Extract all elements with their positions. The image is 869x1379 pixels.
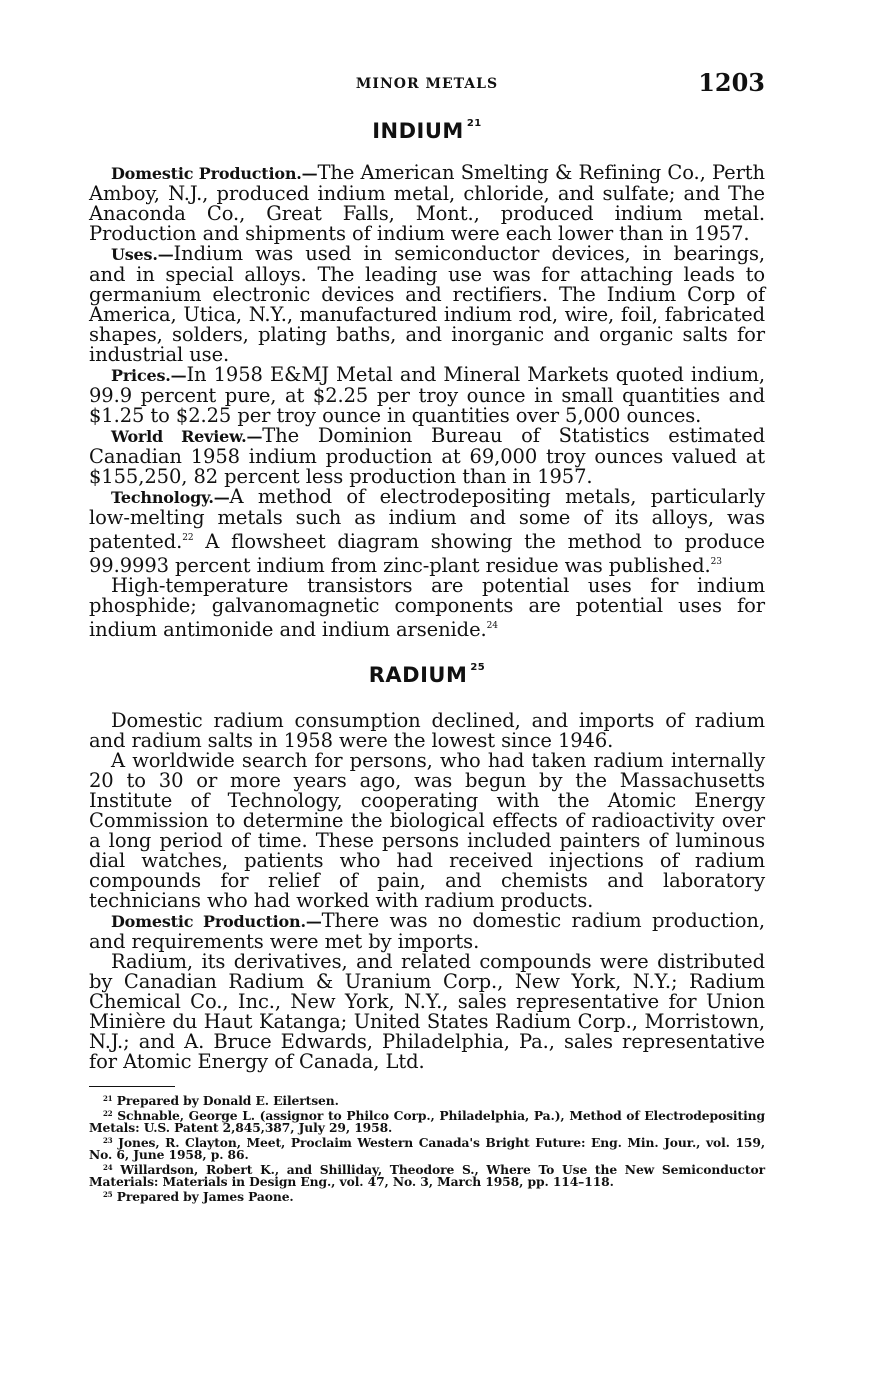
para-text: The Dominion Bureau of Statistics estimated Canadian 1958 indium production at 69,000 troy ounces valued at $155,250, 82 percent less production than in 1957. (89, 424, 765, 488)
radium-domestic-production (89, 911, 765, 952)
footnote (89, 1108, 765, 1135)
footnote (89, 1093, 765, 1108)
radium-title-text: RADIUM (368, 663, 468, 687)
indium-transistors (89, 576, 765, 640)
running-head: MINOR METALS (355, 76, 499, 92)
para-text: In 1958 E&MJ Metal and Mineral Markets quoted indium, 99.9 percent pure, at $2.25 per troy ounce in small quantities and $1.25 to $2.25 per troy ounce in quantities over 5,000 ounces. (89, 363, 765, 427)
footnote (89, 1162, 765, 1189)
footnote-number: 24 (103, 1162, 113, 1172)
indium-technology (89, 487, 765, 576)
footnote-ref: 24 (486, 621, 498, 631)
para-lead: Technology.— (111, 488, 230, 507)
page-header (89, 62, 765, 102)
indium-uses (89, 244, 765, 365)
para-lead: Uses.— (111, 245, 174, 264)
para-lead: Domestic Production.— (111, 912, 322, 931)
footnote-ref: 22 (182, 533, 194, 543)
para-lead: Prices.— (111, 366, 187, 385)
footnote (89, 1189, 765, 1204)
indium-title (89, 118, 765, 143)
para-text: A method of electrodepositing metals, particularly low-melting metals such as indium and some of its alloys, was patented. (89, 485, 765, 553)
footnote-number: 25 (103, 1189, 113, 1199)
para-text: Radium, its derivatives, and related compounds were distributed by Canadian Radium & Uranium Corp., New York, N.Y.; Radium Chemical Co., Inc., New York, N.Y., sales representative for Union Minière du Haut Katanga; United States Radium Corp., Morristown, N.J.; and A. Bruce Edwards, Philadelphia, Pa., sales representative for Atomic Energy of Canada, Ltd. (89, 950, 765, 1073)
radium-title-ref: 25 (470, 662, 486, 673)
footnote-ref: 23 (710, 557, 722, 567)
indium-title-ref: 21 (466, 118, 482, 129)
footnote-text: Prepared by James Paone. (116, 1188, 294, 1204)
para-lead: Domestic Production.— (111, 164, 318, 183)
para-text: Indium was used in semiconductor devices, in bearings, and in special alloys. The leading use was for attaching leads to germanium electronic devices and rectifiers. The Indium Corp of America, Utica, N.Y., manufactured indium rod, wire, foil, fabricated shapes, solders, plating baths, and inorganic and organic salts for industrial use. (89, 242, 765, 366)
indium-prices (89, 365, 765, 426)
radium-worldwide-search (89, 751, 765, 911)
footnote-text: Schnable, George L. (assignor to Philco Corp., Philadelphia, Pa.), Method of Electrodepositing Metals: U.S. Patent 2,845,387, July 29, 1958. (89, 1107, 765, 1135)
radium-title (89, 662, 765, 687)
footnote-number: 21 (103, 1094, 113, 1103)
indium-domestic-production (89, 163, 765, 244)
indium-title-text: INDIUM (372, 119, 464, 143)
para-text: A flowsheet diagram showing the method to produce 99.9993 percent indium from zinc-plant residue was published. (89, 530, 765, 577)
indium-world-review (89, 426, 765, 487)
para-text: High-temperature transistors are potential uses for indium phosphide; galvanomagnetic components are potential uses for indium antimonide and indium arsenide. (89, 574, 765, 641)
page-number: 1203 (698, 68, 765, 97)
footnote-number: 23 (103, 1135, 113, 1145)
footnotes (89, 1093, 765, 1203)
document-page (89, 62, 765, 1203)
footnote-text: Willardson, Robert K., and Shilliday, Theodore S., Where To Use the New Semiconductor Materials: Materials in Design Eng., vol. 47, No. 3, March 1958, pp. 114–118. (89, 1161, 765, 1189)
footnote (89, 1135, 765, 1162)
footnote-text: Prepared by Donald E. Eilertsen. (116, 1093, 339, 1108)
para-text: The American Smelting & Refining Co., Perth Amboy, N.J., produced indium metal, chloride, and sulfate; and The Anaconda Co., Great Falls, Mont., produced indium metal. Production and shipments of indium were each lower than in 1957. (89, 161, 765, 245)
para-text: There was no domestic radium production, and requirements were met by imports. (89, 909, 765, 953)
footnote-text: Jones, R. Clayton, Meet, Proclaim Western Canada's Bright Future: Eng. Min. Jour., vol. 159, No. 6, June 1958, p. 86. (89, 1134, 766, 1162)
para-text: Domestic radium consumption declined, and imports of radium and radium salts in 1958 were the lowest since 1946. (89, 709, 765, 752)
radium-consumption (89, 711, 765, 751)
footnote-number: 22 (103, 1108, 113, 1118)
para-lead: World Review.— (111, 427, 263, 446)
footnote-divider (89, 1086, 175, 1087)
radium-distribution (89, 952, 765, 1072)
para-text: A worldwide search for persons, who had taken radium internally 20 to 30 or more years ago, was begun by the Massachusetts Institute of Technology, cooperating with the Atomic Energy Commission to determine the biological effects of radioactivity over a long period of time. These persons included painters of luminous dial watches, patients who had received injections of radium compounds for relief of pain, and chemists and laboratory technicians who had worked with radium products. (89, 749, 765, 912)
